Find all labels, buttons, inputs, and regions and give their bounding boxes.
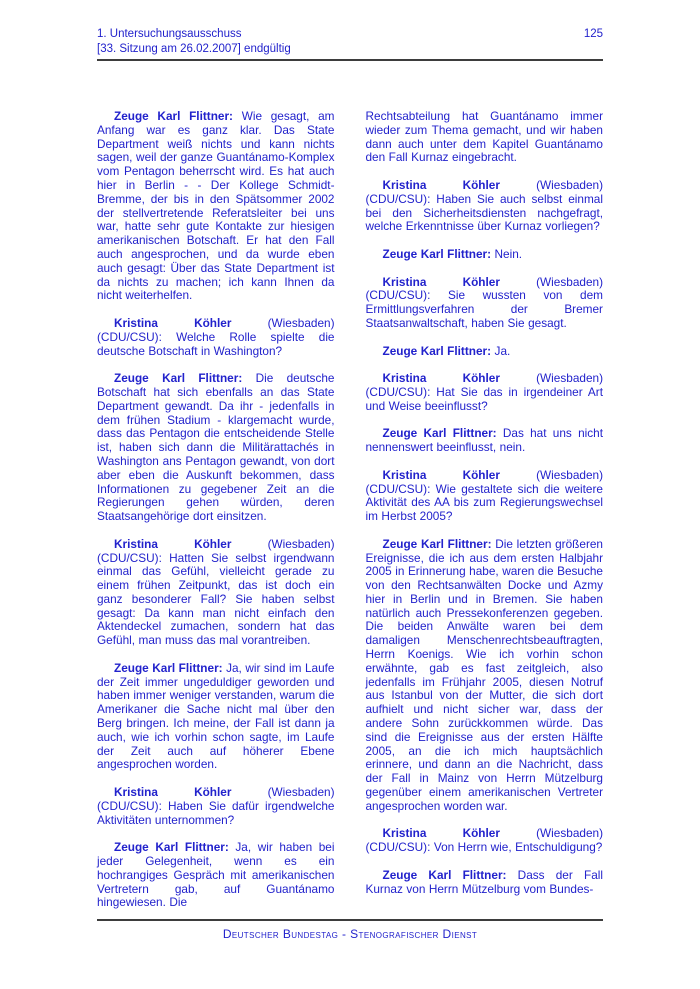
speech-paragraph <box>366 248 604 262</box>
speaker-name: Kristina Köhler <box>382 274 500 289</box>
speech-text: (Wiesbaden) (CDU/CSU): Hatten Sie selbst irgendwann einmal das Gefühl, vielleicht gerade zu einem frühen Zeitpunkt, das ist doch ein ganz besonderer Fall? Sie haben selbst gesagt: Da kann man nicht einfach den Aktendeckel zumachen, sondern hat das Gefühl, man muss das mal vorantreiben. <box>97 536 335 648</box>
speech-paragraph <box>366 276 604 331</box>
speech-text: Dass der Fall Kurnaz von Herrn Mützelburg vom Bundes- <box>365 867 603 896</box>
speech-text: Das hat uns nicht nennenswert beeinflusst, nein. <box>365 426 603 455</box>
speech-paragraph <box>366 869 604 897</box>
footer-imprint: Deutscher Bundestag - Stenografischer Dienst <box>222 927 478 941</box>
speaker-name: Kristina Köhler <box>382 177 500 192</box>
speaker-name: Kristina Köhler <box>114 536 232 551</box>
speaker-name: Kristina Köhler <box>382 467 500 482</box>
page-number: 125 <box>583 28 603 40</box>
speaker-name: Kristina Köhler <box>114 785 232 800</box>
speech-paragraph <box>366 538 604 814</box>
speaker-name: Zeuge Karl Flittner: <box>382 426 497 441</box>
header-row <box>97 27 603 42</box>
speech-paragraph <box>97 662 335 772</box>
speaker-name: Zeuge Karl Flittner: <box>114 660 223 675</box>
speaker-name: Zeuge Karl Flittner: <box>382 246 492 261</box>
speech-paragraph <box>97 841 335 910</box>
speaker-name: Zeuge Karl Flittner: <box>114 840 229 855</box>
speech-text: (Wiesbaden) (CDU/CSU): Wie gestaltete sich die weitere Aktivität des AA bis zum Regierungswechsel im Herbst 2005? <box>365 467 603 524</box>
committee-title: 1. Untersuchungsausschuss <box>97 28 242 40</box>
speech-text: (Wiesbaden) (CDU/CSU): Welche Rolle spielte die deutsche Botschaft in Washington? <box>97 315 335 358</box>
speaker-name: Kristina Köhler <box>382 826 500 841</box>
speech-paragraph <box>366 827 604 855</box>
page-header <box>97 27 603 61</box>
speech-text: Die deutsche Botschaft hat sich ebenfalls an das State Department gewandt. Da ihr - jedenfalls in dem frühen Stadium - klargemacht wurde, dass das Pentagon die entscheidende Stelle ist, haben sich dann die Militärattachés in Washington ans Pentagon gewandt, von dort aber eben die Auskunft bekommen, dass Informationen zu gegebener Zeit an die Regierungen gehen würden, deren Staatsangehörige dort einsitzen. <box>97 371 335 524</box>
right-column <box>366 110 604 910</box>
speech-text: (Wiesbaden) (CDU/CSU): Hat Sie das in irgendeiner Art und Weise beeinflusst? <box>365 371 603 413</box>
speaker-name: Zeuge Karl Flittner: <box>382 867 507 882</box>
speaker-name: Kristina Köhler <box>114 315 232 330</box>
speaker-name: Zeuge Karl Flittner: <box>114 371 243 386</box>
speech-paragraph <box>97 786 335 827</box>
speaker-name: Zeuge Karl Flittner: <box>382 343 492 358</box>
speech-text: Wie gesagt, am Anfang war es ganz klar. Das State Department weiß nichts und kann nichts sagen, weil der ganze Guantánamo-Komplex vom Pentagon beherrscht wird. Es hat auch hier in Berlin - - Der Kollege Schmidt-Bremme, der bis in den Spätsommer 2002 der stellvertretende Referatsleiter bei uns war, hatte sehr gute Kontakte zur hiesigen amerikanischen Botschaft. Er hat den Fall auch angesprochen, und da wurde eben auch gesagt: Über das State Department ist da nichts zu machen; ich kann Ihnen da nicht weiterhelfen. <box>97 109 335 303</box>
session-line: [33. Sitzung am 26.02.2007] endgültig <box>97 42 291 55</box>
speech-paragraph <box>366 372 604 413</box>
speech-text: (Wiesbaden) (CDU/CSU): Haben Sie dafür irgendwelche Aktivitäten unternommen? <box>97 785 335 827</box>
speech-text: Nein. <box>491 246 523 261</box>
speech-paragraph <box>366 345 604 359</box>
speech-text: Ja. <box>491 343 511 358</box>
speech-text: (Wiesbaden) (CDU/CSU): Von Herrn wie, Entschuldigung? <box>365 826 603 855</box>
speech-paragraph <box>97 317 335 358</box>
speech-paragraph <box>366 469 604 524</box>
speech-paragraph <box>97 110 335 303</box>
left-column <box>97 110 335 910</box>
speech-text: (Wiesbaden) (CDU/CSU): Sie wussten von dem Ermittlungsverfahren der Bremer Staatsanwaltschaft, haben Sie gesagt. <box>365 274 603 330</box>
speaker-name: Zeuge Karl Flittner: <box>382 536 492 551</box>
speech-paragraph-continuation <box>366 110 604 165</box>
speech-text: Die letzten größeren Ereignisse, die ich aus dem ersten Halbjahr 2005 in Erinnerung habe, waren die Besuche von den Rechtsanwälten Docke und Azmy hier in Berlin und in Bremen. Sie haben natürlich auch Pressekonferenzen gegeben. Die beiden Anwälte waren bei dem damaligen Menschenrechtsbeauftragten, Herrn Koenigs. Wie ich vorhin schon erwähnte, gab es fast zeitgleich, also jedenfalls im Frühjahr 2005, diesen Notruf aus Istanbul von der Mutter, die sich dort aufhielt und nicht sicher war, dass der andere Sohn zurückkommen würde. Das sind die Ereignisse aus der ersten Hälfte 2005, an die ich mich hauptsächlich erinnere, und dann an die Nachricht, dass der Fall in Mainz von Herrn Mützelburg gegenüber einem amerikanischen Vertreter angesprochen worden war. <box>365 536 603 813</box>
transcript-body <box>97 110 603 910</box>
page-footer <box>97 919 603 943</box>
speech-text: Ja, wir haben bei jeder Gelegenheit, wenn es ein hochrangiges Gespräch mit amerikanischen Vertretern gab, auf Guantánamo hingewiesen. Die <box>97 840 335 910</box>
speech-paragraph <box>97 372 335 524</box>
speaker-name: Zeuge Karl Flittner: <box>114 109 233 123</box>
speech-paragraph <box>97 538 335 648</box>
speech-text: Rechtsabteilung hat Guantánamo immer wieder zum Thema gemacht, und wir haben dann auch unter dem Kapitel Guantánamo den Fall Kurnaz eingebracht. <box>365 109 603 165</box>
speech-paragraph <box>366 179 604 234</box>
speech-paragraph <box>366 427 604 455</box>
speaker-name: Kristina Köhler <box>382 371 500 386</box>
speech-text: Ja, wir sind im Laufe der Zeit immer ungeduldiger geworden und haben immer weniger verstanden, warum die Amerikaner die Sache nicht mal über den Berg bringen. Ich meine, der Fall ist dann ja auch, wie ich vorhin schon sagte, im Laufe der Zeit auch auf höherer Ebene angesprochen worden. <box>97 660 335 772</box>
speech-text: (Wiesbaden) (CDU/CSU): Haben Sie auch selbst einmal bei den Sicherheitsdiensten nachgefragt, welche Erkenntnisse über Kurnaz vorliegen? <box>365 177 603 234</box>
